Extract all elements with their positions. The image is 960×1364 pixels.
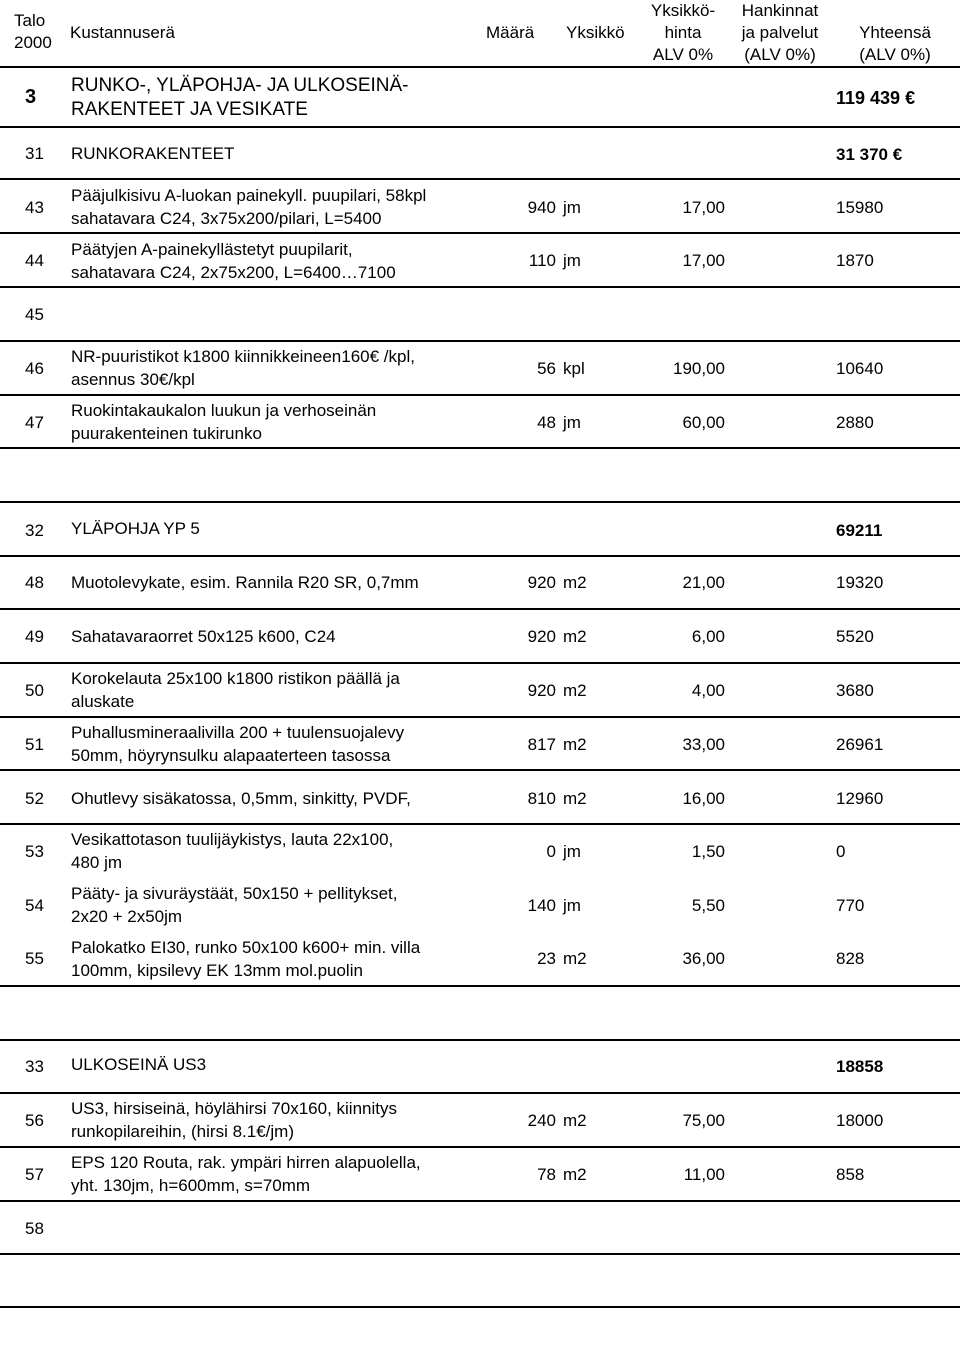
row-total: 12960	[836, 789, 884, 808]
row-code: 57	[25, 1165, 44, 1184]
row-description-line1: Vesikattotason tuulijäykistys, lauta 22x100,	[71, 830, 394, 849]
row-unit-price: 75,00	[682, 1111, 725, 1130]
header-yksikkohinta-line1: Yksikkö-	[650, 1, 716, 20]
row-code: 44	[25, 251, 44, 270]
row-description-line2: yht. 130jm, h=600mm, s=70mm	[71, 1176, 311, 1195]
row-unit: m2	[563, 949, 587, 968]
row-quantity: 78	[537, 1165, 556, 1184]
row-description	[71, 721, 404, 767]
row-description	[71, 1151, 421, 1197]
row-total: 10640	[836, 359, 884, 378]
row-code: 48	[25, 573, 44, 592]
row-total: 3680	[836, 681, 874, 700]
row-description-line2: 2x20 + 2x50jm	[71, 907, 183, 926]
header-kustannusera: Kustannuserä	[70, 23, 175, 42]
divider	[0, 1306, 960, 1308]
divider	[0, 985, 960, 987]
row-description-line1: Sahatavaraorret 50x125 k600, C24	[71, 627, 336, 646]
divider	[0, 1146, 960, 1148]
row-description	[71, 571, 419, 594]
row-code: 45	[25, 305, 44, 324]
row-description-line1: Pääty- ja sivuräystäät, 50x150 + pellitykset,	[71, 884, 398, 903]
group-code: 3	[25, 86, 37, 108]
row-description	[71, 345, 415, 391]
row-unit: m2	[563, 627, 587, 646]
row-description-line1: Muotolevykate, esim. Rannila R20 SR, 0,7mm	[71, 573, 419, 592]
row-code: 54	[25, 896, 44, 915]
row-code: 47	[25, 413, 44, 432]
row-total: 26961	[836, 735, 884, 754]
header-hankinnat	[732, 0, 828, 66]
row-total: 858	[836, 1165, 865, 1184]
row-quantity: 48	[537, 413, 556, 432]
section-code: 31	[25, 144, 44, 163]
header-yksikkohinta	[646, 0, 720, 66]
group-title-line2: RAKENTEET JA VESIKATE	[71, 99, 308, 120]
row-description-line2: asennus 30€/kpl	[71, 370, 195, 389]
row-unit: jm	[563, 896, 581, 915]
row-code: 53	[25, 842, 44, 861]
row-unit-price: 11,00	[683, 1165, 725, 1184]
row-code: 46	[25, 359, 44, 378]
row-description-line2: sahatavara C24, 2x75x200, L=6400…7100	[71, 263, 396, 282]
section-total: 31 370 €	[836, 145, 903, 164]
row-unit: m2	[563, 681, 587, 700]
header-yhteensa	[850, 22, 940, 66]
header-yksikko: Yksikkö	[566, 23, 625, 42]
divider	[0, 608, 960, 610]
divider	[0, 501, 960, 503]
divider	[0, 1253, 960, 1255]
divider	[0, 555, 960, 557]
row-total: 15980	[836, 198, 884, 217]
row-quantity: 23	[537, 949, 556, 968]
row-total: 5520	[836, 627, 874, 646]
group-title	[71, 74, 409, 122]
row-total: 19320	[836, 573, 884, 592]
row-description-line1: Palokatko EI30, runko 50x100 k600+ min. villa	[71, 938, 421, 957]
row-description-line1: Puhallusmineraalivilla 200 + tuulensuojalevy	[71, 723, 405, 742]
row-description-line1: Ruokintakaukalon luukun ja verhoseinän	[71, 401, 377, 420]
header-yksikkohinta-line2: hinta	[664, 23, 702, 42]
row-quantity: 920	[527, 573, 556, 592]
row-description	[71, 667, 400, 713]
row-code: 55	[25, 949, 44, 968]
row-quantity: 920	[527, 681, 556, 700]
row-description	[71, 238, 396, 284]
row-total: 2880	[836, 413, 874, 432]
group-title-line1: RUNKO-, YLÄPOHJA- JA ULKOSEINÄ-	[71, 75, 409, 96]
header-maara: Määrä	[486, 23, 535, 42]
row-unit-price: 16,00	[682, 789, 725, 808]
row-description	[71, 787, 411, 810]
row-unit: m2	[563, 1111, 587, 1130]
row-unit-price: 1,50	[691, 842, 725, 861]
divider	[0, 1092, 960, 1094]
row-description	[71, 1097, 397, 1143]
header-yhteensa-line2: (ALV 0%)	[859, 45, 931, 64]
divider	[0, 340, 960, 342]
row-quantity: 56	[537, 359, 556, 378]
row-quantity: 940	[527, 198, 556, 217]
row-unit-price: 36,00	[682, 949, 725, 968]
row-description-line1: Korokelauta 25x100 k1800 ristikon päällä ja	[71, 669, 400, 688]
row-quantity: 920	[527, 627, 556, 646]
divider	[0, 447, 960, 449]
section-title: RUNKORAKENTEET	[71, 144, 235, 163]
row-unit: m2	[563, 735, 587, 754]
header-hankinnat-line1: Hankinnat	[741, 1, 819, 20]
divider	[0, 126, 960, 128]
row-unit: m2	[563, 1165, 587, 1184]
row-unit: m2	[563, 789, 587, 808]
row-code: 58	[25, 1219, 44, 1238]
row-total: 18000	[836, 1111, 884, 1130]
row-description-line2: sahatavara C24, 3x75x200/pilari, L=5400	[71, 209, 382, 228]
row-description-line1: NR-puuristikot k1800 kiinnikkeineen160€ /kpl,	[71, 347, 415, 366]
row-description	[71, 882, 397, 928]
row-code: 56	[25, 1111, 44, 1130]
row-quantity: 140	[527, 896, 556, 915]
row-quantity: 0	[546, 842, 556, 861]
row-unit-price: 5,50	[691, 896, 725, 915]
header-hankinnat-line3: (ALV 0%)	[744, 45, 816, 64]
header-hankinnat-line2: ja palvelut	[741, 23, 819, 42]
divider	[0, 1200, 960, 1202]
row-description-line2: runkopilareihin, (hirsi 8.1€/jm)	[71, 1122, 294, 1141]
section-total: 69211	[836, 521, 883, 540]
row-unit: jm	[563, 413, 581, 432]
row-description	[71, 399, 376, 445]
header-yksikkohinta-line3: ALV 0%	[652, 45, 714, 64]
section-title: YLÄPOHJA YP 5	[71, 519, 200, 538]
row-description	[71, 625, 336, 648]
row-unit-price: 4,00	[691, 681, 725, 700]
row-unit: jm	[563, 251, 581, 270]
divider	[0, 66, 960, 68]
row-unit-price: 21,00	[682, 573, 725, 592]
row-unit: jm	[563, 198, 581, 217]
row-description	[71, 828, 393, 874]
divider	[0, 716, 960, 718]
divider	[0, 394, 960, 396]
row-quantity: 110	[528, 251, 556, 270]
row-unit-price: 17,00	[682, 251, 725, 270]
divider	[0, 178, 960, 180]
row-unit: kpl	[563, 359, 585, 378]
row-total: 1870	[836, 251, 874, 270]
row-code: 52	[25, 789, 44, 808]
row-description-line1: Pääjulkisivu A-luokan painekyll. puupilari, 58kpl	[71, 186, 427, 205]
row-code: 43	[25, 198, 44, 217]
row-quantity: 817	[527, 735, 556, 754]
row-unit-price: 6,00	[691, 627, 725, 646]
row-unit-price: 60,00	[682, 413, 725, 432]
row-unit-price: 17,00	[682, 198, 725, 217]
divider	[0, 232, 960, 234]
divider	[0, 286, 960, 288]
group-total: 119 439 €	[836, 88, 916, 108]
row-description-line2: 100mm, kipsilevy EK 13mm mol.puolin	[71, 961, 363, 980]
row-total: 828	[836, 949, 865, 968]
row-unit-price: 33,00	[682, 735, 725, 754]
row-description-line1: Päätyjen A-painekyllästetyt puupilarit,	[71, 240, 353, 259]
row-description-line2: 480 jm	[71, 853, 123, 872]
row-quantity: 240	[527, 1111, 556, 1130]
row-code: 51	[25, 735, 44, 754]
row-unit: jm	[563, 842, 581, 861]
section-title: ULKOSEINÄ US3	[71, 1055, 207, 1074]
row-description	[71, 184, 426, 230]
divider	[0, 823, 960, 825]
row-description-line2: 50mm, höyrynsulku alapaaterteen tasossa	[71, 746, 391, 765]
row-quantity: 810	[527, 789, 556, 808]
header-talo-line1: Talo	[14, 11, 46, 30]
row-description-line2: puurakenteinen tukirunko	[71, 424, 262, 443]
divider	[0, 1039, 960, 1041]
row-description-line1: EPS 120 Routa, rak. ympäri hirren alapuolella,	[71, 1153, 421, 1172]
row-unit-price: 190,00	[673, 359, 725, 378]
divider	[0, 769, 960, 771]
row-description	[71, 936, 420, 982]
header-talo-line2: 2000	[14, 33, 52, 52]
section-code: 33	[25, 1057, 44, 1076]
row-code: 50	[25, 681, 44, 700]
row-total: 0	[836, 842, 846, 861]
divider	[0, 662, 960, 664]
row-unit: m2	[563, 573, 587, 592]
row-description-line2: aluskate	[71, 692, 135, 711]
header-yhteensa-line1: Yhteensä	[859, 23, 931, 42]
row-code: 49	[25, 627, 44, 646]
row-total: 770	[836, 896, 865, 915]
section-total: 18858	[836, 1057, 884, 1076]
row-description-line1: US3, hirsiseinä, höylähirsi 70x160, kiinnitys	[71, 1099, 397, 1118]
header-talo	[14, 10, 56, 54]
row-description-line1: Ohutlevy sisäkatossa, 0,5mm, sinkitty, PVDF,	[71, 789, 411, 808]
section-code: 32	[25, 521, 44, 540]
